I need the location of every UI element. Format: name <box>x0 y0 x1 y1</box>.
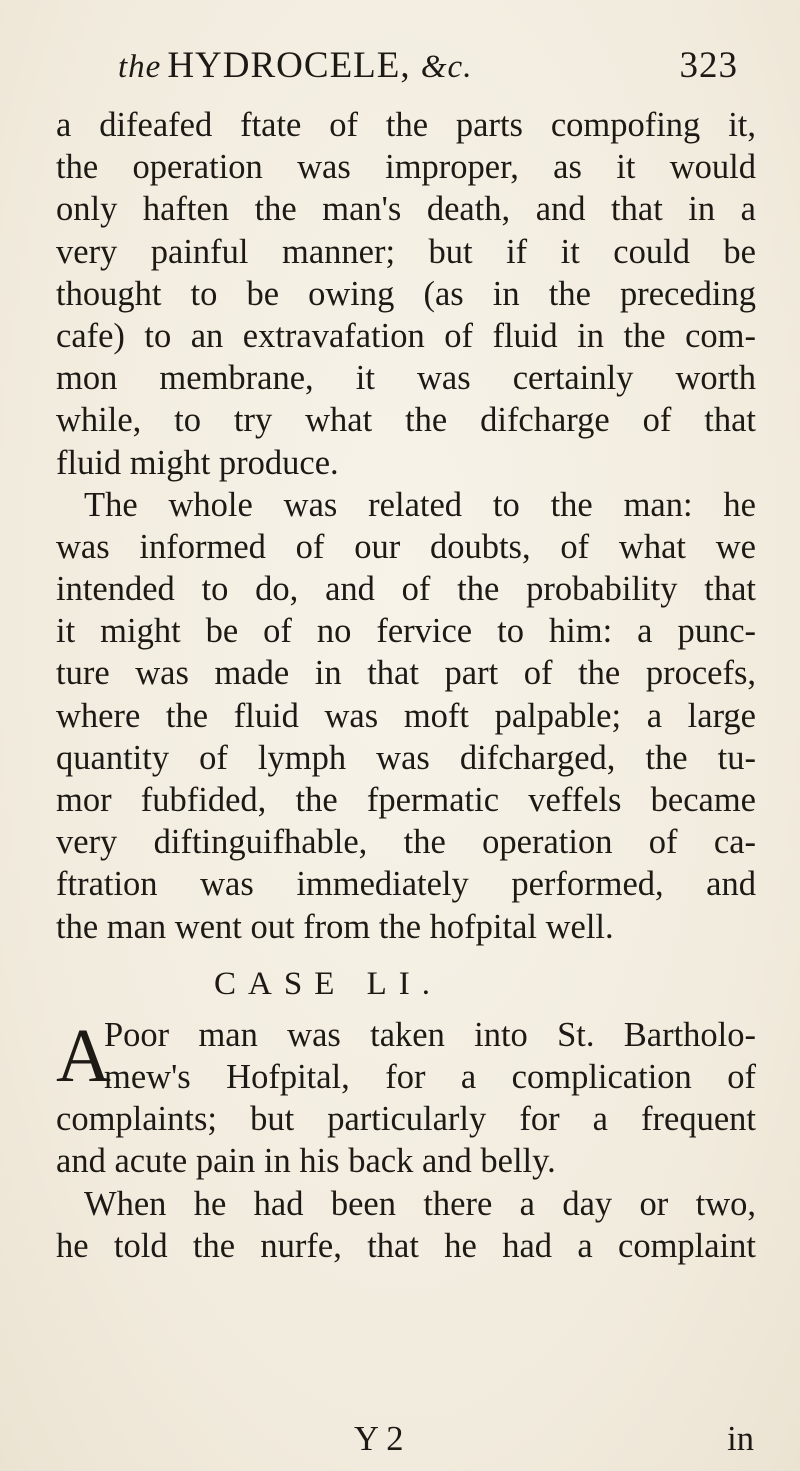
text-line: fluid might produce. <box>56 443 339 482</box>
running-header <box>118 44 738 94</box>
page-footer <box>56 1420 756 1464</box>
text-line: only haften the man's death, and that in a <box>56 190 756 229</box>
text-line: ftration was immediately performed, and <box>56 865 756 904</box>
paragraph-continuation <box>56 104 756 484</box>
text-line: ture was made in that part of the procefs, <box>56 654 756 693</box>
text-line: was informed of our doubts, of what we <box>56 527 756 566</box>
running-title-suffix: &c. <box>420 49 473 85</box>
text-line: the man went out from the hofpital well. <box>56 907 614 946</box>
text-line: complaints; but particularly for a frequent <box>56 1100 756 1139</box>
text-line: the operation was improper, as it would <box>56 148 756 187</box>
body-text <box>56 104 756 1267</box>
text-line: cafe) to an extravafation of fluid in the com- <box>56 316 756 355</box>
text-line: The whole was related to the man: he <box>84 485 756 524</box>
running-title-main: HYDROCELE, <box>167 45 411 86</box>
text-line: When he had been there a day or two, <box>84 1184 756 1223</box>
text-line: thought to be owing (as in the preceding <box>56 274 756 313</box>
case-heading: CASE LI. <box>214 965 442 1002</box>
text-line: quantity of lymph was difcharged, the tu- <box>56 738 756 777</box>
paragraph-related <box>56 484 756 948</box>
text-line: a difeafed ftate of the parts compofing it, <box>56 106 756 144</box>
running-title-prefix: the <box>118 49 162 85</box>
text-line: and acute pain in his back and belly. <box>56 1142 556 1181</box>
paragraph-case <box>56 1014 756 1183</box>
drop-cap: A <box>56 1013 111 1098</box>
text-line: mon membrane, it was certainly worth <box>56 359 756 398</box>
page-number: 323 <box>679 45 738 86</box>
text-line: while, to try what the difcharge of that <box>56 401 756 440</box>
text-line: mor fubfided, the fpermatic veffels became <box>56 781 756 819</box>
catchword: in <box>727 1420 754 1458</box>
text-line: very diftinguifhable, the operation of ca- <box>56 823 756 862</box>
text-line: it might be of no fervice to him: a punc- <box>56 612 756 651</box>
paragraph-nurse <box>56 1183 756 1267</box>
text-line: intended to do, and of the probability that <box>56 570 756 609</box>
text-line: he told the nurfe, that he had a complaint <box>56 1226 756 1265</box>
first-line-text: Poor man was taken into St. Bartholo- <box>104 1015 756 1054</box>
running-title <box>118 44 472 87</box>
text-line: mew's Hofpital, for a complication of <box>104 1057 756 1096</box>
text-line: where the fluid was moft palpable; a large <box>56 696 756 735</box>
text-line: very painful manner; but if it could be <box>56 232 756 271</box>
signature-mark: Y 2 <box>354 1420 404 1458</box>
